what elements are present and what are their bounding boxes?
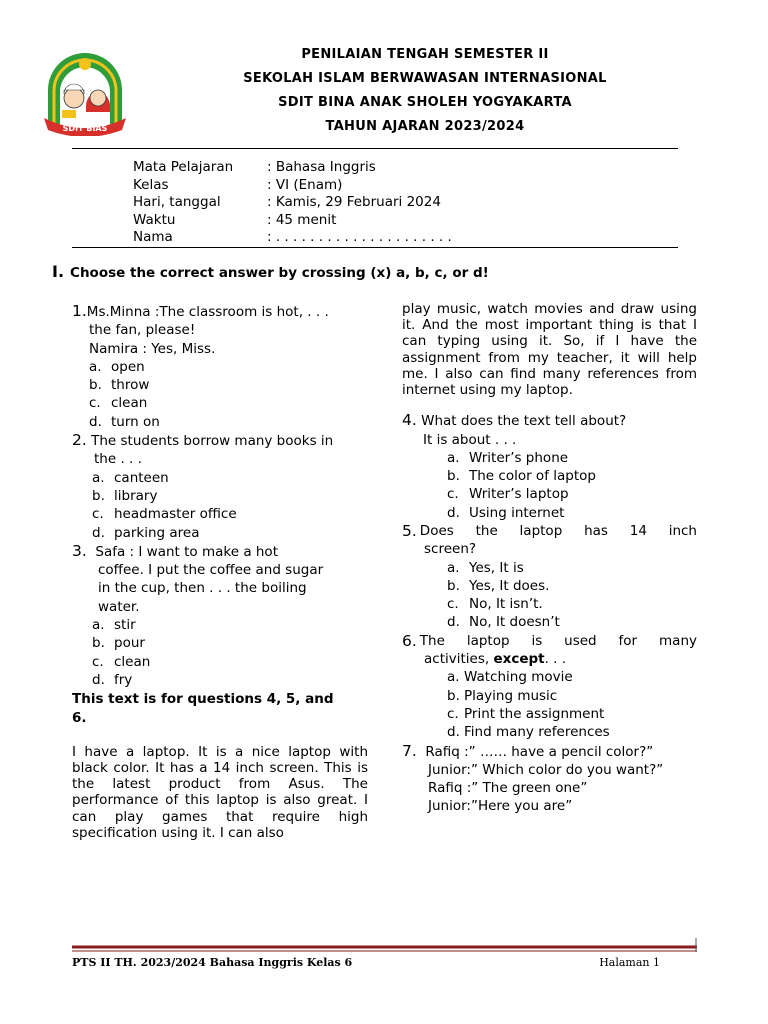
answer-option[interactable]: a. Yes, It is: [447, 559, 524, 576]
logo-banner-text: SDIT BIAS: [62, 124, 108, 133]
answer-option[interactable]: b. The color of laptop: [447, 468, 596, 485]
info-divider: [72, 247, 678, 248]
answer-option[interactable]: d. fry: [92, 671, 133, 688]
question-number: 4.: [402, 411, 417, 430]
answer-option[interactable]: b. Yes, It does.: [447, 577, 550, 594]
answer-option[interactable]: c. clean: [92, 653, 151, 670]
answer-option[interactable]: c. clean: [89, 395, 148, 412]
question-text: Junior:” Which color do you want?”: [428, 761, 664, 778]
info-label: Mata Pelajaran: [133, 159, 234, 175]
info-label: Waktu: [133, 211, 176, 228]
question-text: coffee. I put the coffee and sugar: [98, 562, 324, 579]
question-text: water.: [98, 598, 140, 615]
question-text: the fan, please!: [89, 322, 196, 339]
answer-option[interactable]: b. throw: [89, 377, 150, 394]
right-column: [402, 301, 697, 816]
footer-divider: [72, 938, 697, 958]
info-value: : 45 menit: [267, 211, 337, 228]
question-text: in the cup, then . . . the boiling: [98, 580, 307, 597]
question-text: Does the laptop has 14 inch: [419, 523, 697, 539]
answer-option[interactable]: b. Playing music: [447, 687, 558, 704]
answer-option[interactable]: b. library: [92, 487, 158, 504]
question-text: Namira : Yes, Miss.: [89, 340, 216, 357]
question-text: What does the text tell about?: [421, 413, 627, 430]
question-text: screen?: [424, 541, 477, 558]
answer-option[interactable]: a. stir: [92, 617, 136, 634]
header-line-2: SEKOLAH ISLAM BERWAWASAN INTERNASIONAL: [243, 71, 607, 86]
section-instruction: Choose the correct answer by crossing (x) a, b, c, or d!: [70, 265, 489, 281]
info-label: Kelas: [133, 176, 169, 193]
header-line-3: SDIT BINA ANAK SHOLEH YOGYAKARTA: [278, 95, 572, 110]
question-number: 5.: [402, 522, 417, 540]
answer-option[interactable]: c. Print the assignment: [447, 705, 605, 722]
question-4: [402, 411, 697, 522]
exam-info: [133, 159, 452, 247]
info-label: Nama: [133, 229, 173, 245]
question-text: Rafiq :” …… have a pencil color?”: [425, 743, 654, 760]
header-line-1: PENILAIAN TENGAH SEMESTER II: [301, 47, 549, 62]
question-6: [402, 632, 697, 742]
page-number: Halaman 1: [599, 956, 660, 969]
header-line-4: TAHUN AJARAN 2023/2024: [325, 119, 525, 134]
question-text: The students borrow many books in: [91, 433, 334, 450]
answer-option[interactable]: b. pour: [92, 635, 145, 652]
section-heading: [52, 262, 489, 281]
question-1: [72, 302, 368, 431]
question-number: 1.: [72, 302, 87, 320]
question-text: Ms.Minna :The classroom is hot, . . .: [86, 304, 329, 320]
reading-passage-left: I have a laptop. It is a nice laptop with black color. It has a 14 inch screen. This is the latest product from Asus. The performance of this laptop is also great. I can play games that require high specification using it. I can also: [72, 743, 368, 841]
answer-option[interactable]: a. Writer’s phone: [447, 449, 569, 466]
question-text: activities, except. . .: [424, 651, 567, 668]
question-number: 6.: [402, 631, 417, 650]
answer-option[interactable]: a. open: [89, 358, 145, 375]
answer-option[interactable]: c. Writer’s laptop: [447, 486, 569, 503]
page-footer: [72, 956, 678, 969]
info-value: : Bahasa Inggris: [267, 159, 376, 175]
question-text: Safa : I want to make a hot: [95, 543, 278, 560]
question-2: [72, 431, 368, 542]
question-text: It is about . . .: [423, 431, 517, 448]
question-5: [402, 522, 697, 632]
question-number: 7.: [402, 741, 417, 760]
header-divider: [72, 148, 678, 149]
info-label: Hari, tanggal: [133, 194, 221, 210]
question-text: The laptop is used for many: [419, 632, 697, 649]
question-number: 3.: [72, 541, 87, 560]
reading-passage-right: play music, watch movies and draw using it. And the most important thing is that I can typing using it. So, if I have the assignment from my teacher, it will help me. I also can find many references from internet using my laptop.: [402, 301, 697, 399]
answer-option[interactable]: d. parking area: [92, 524, 200, 541]
answer-option[interactable]: d. turn on: [89, 413, 160, 430]
question-text: Junior:”Here you are”: [428, 798, 573, 815]
question-7: [402, 742, 697, 816]
answer-option[interactable]: d. Using internet: [447, 504, 565, 521]
name-field[interactable]: : . . . . . . . . . . . . . . . . . . . . .: [267, 229, 452, 245]
answer-option[interactable]: a. Watching movie: [447, 669, 573, 686]
left-column: [72, 302, 368, 841]
text-intro: This text is for questions 4, 5, and 6.: [72, 691, 334, 726]
question-number: 2.: [72, 431, 87, 450]
info-value: : Kamis, 29 Februari 2024: [267, 194, 441, 210]
answer-option[interactable]: c. headmaster office: [92, 506, 237, 523]
answer-option[interactable]: c. No, It isn’t.: [447, 596, 543, 613]
question-text: Rafiq :” The green one”: [428, 780, 588, 797]
school-logo: [40, 46, 130, 136]
info-value: : VI (Enam): [267, 176, 343, 193]
answer-option[interactable]: d. No, It doesn’t: [447, 614, 560, 631]
footer-left-text: PTS II TH. 2023/2024 Bahasa Inggris Kelas 6: [72, 956, 353, 969]
answer-option[interactable]: a. canteen: [92, 469, 169, 486]
section-number: I.: [52, 262, 65, 281]
answer-option[interactable]: d. Find many references: [447, 724, 610, 741]
question-3: [72, 542, 368, 689]
question-text: the . . .: [94, 451, 142, 468]
